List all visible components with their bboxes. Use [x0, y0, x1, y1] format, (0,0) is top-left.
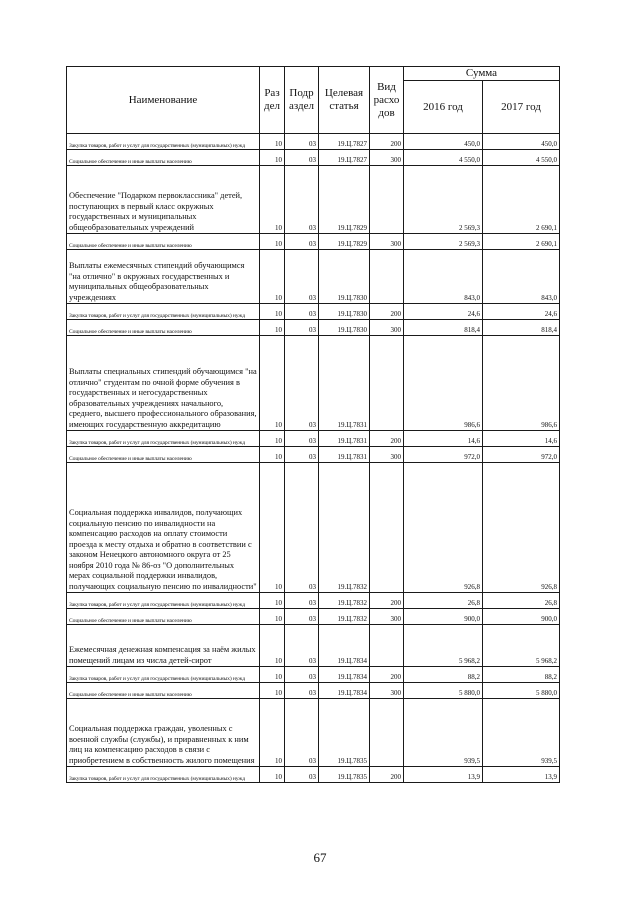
table-row	[67, 336, 560, 431]
row-type: 200	[370, 431, 404, 447]
row-amount-2017: 818,4	[483, 320, 560, 336]
table-row	[67, 667, 560, 683]
row-type: 200	[370, 667, 404, 683]
row-name: Социальная поддержка инвалидов, получающих социальную пенсию по инвалидности на компенсацию расходов на оплату стоимости проезда к месту отдыха и обратно в соответствии с законом Ненецкого автономного округа от 25 ноября 2010 года № 86-оз "О дополнительных мерах социальной поддержки инвалидов, получающих социальную пенсию по инвалидности"	[67, 463, 260, 593]
table-row	[67, 463, 560, 593]
row-target: 19.Ц.7834	[319, 683, 370, 699]
row-amount-2016: 26,8	[404, 593, 483, 609]
row-section: 10	[260, 431, 285, 447]
row-section: 10	[260, 767, 285, 783]
row-subsection: 03	[285, 463, 319, 593]
header-name: Наименование	[67, 67, 260, 134]
row-subsection: 03	[285, 134, 319, 150]
table-row	[67, 699, 560, 767]
table-row	[67, 304, 560, 320]
row-amount-2017: 900,0	[483, 609, 560, 625]
table-row	[67, 134, 560, 150]
row-name: Социальное обеспечение и иные выплаты населению	[67, 447, 260, 463]
row-name: Социальное обеспечение и иные выплаты населению	[67, 609, 260, 625]
row-subsection: 03	[285, 304, 319, 320]
row-amount-2017: 14,6	[483, 431, 560, 447]
table-row	[67, 166, 560, 234]
table-row	[67, 625, 560, 667]
row-name: Закупка товаров, работ и услуг для государственных (муниципальных) нужд	[67, 134, 260, 150]
row-target: 19.Ц.7831	[319, 336, 370, 431]
row-type: 300	[370, 683, 404, 699]
row-target: 19.Ц.7829	[319, 166, 370, 234]
row-name: Социальное обеспечение и иные выплаты населению	[67, 234, 260, 250]
row-type	[370, 336, 404, 431]
row-amount-2016: 450,0	[404, 134, 483, 150]
table-row	[67, 593, 560, 609]
row-amount-2017: 24,6	[483, 304, 560, 320]
row-section: 10	[260, 447, 285, 463]
header-subsection: Подр аздел	[285, 67, 319, 134]
row-subsection: 03	[285, 320, 319, 336]
row-name: Обеспечение "Подарком первоклассника" детей, поступающих в первый класс окружных государственных и муниципальных общеобразовательных учреждений	[67, 166, 260, 234]
row-target: 19.Ц.7832	[319, 609, 370, 625]
table-header	[67, 67, 560, 134]
row-name: Социальное обеспечение и иные выплаты населению	[67, 150, 260, 166]
row-subsection: 03	[285, 667, 319, 683]
row-type	[370, 250, 404, 304]
table-row	[67, 431, 560, 447]
row-section: 10	[260, 463, 285, 593]
row-target: 19.Ц.7835	[319, 767, 370, 783]
table-row	[67, 447, 560, 463]
row-amount-2017: 450,0	[483, 134, 560, 150]
table-body	[67, 134, 560, 783]
table-row	[67, 767, 560, 783]
table-row	[67, 320, 560, 336]
row-type: 200	[370, 304, 404, 320]
row-subsection: 03	[285, 166, 319, 234]
row-type: 300	[370, 320, 404, 336]
row-subsection: 03	[285, 234, 319, 250]
row-subsection: 03	[285, 767, 319, 783]
row-target: 19.Ц.7827	[319, 150, 370, 166]
row-name: Социальная поддержка граждан, уволенных с военной службы (службы), и приравненных к ним лиц на компенсацию расходов в связи с приобретением в собственность жилого помещения	[67, 699, 260, 767]
row-section: 10	[260, 166, 285, 234]
row-amount-2017: 4 550,0	[483, 150, 560, 166]
row-section: 10	[260, 336, 285, 431]
row-section: 10	[260, 250, 285, 304]
page-number: 67	[313, 850, 327, 865]
row-subsection: 03	[285, 447, 319, 463]
row-amount-2016: 818,4	[404, 320, 483, 336]
header-type: Вид расхо дов	[370, 67, 404, 134]
row-amount-2016: 4 550,0	[404, 150, 483, 166]
row-subsection: 03	[285, 150, 319, 166]
row-amount-2016: 13,9	[404, 767, 483, 783]
row-section: 10	[260, 134, 285, 150]
row-amount-2016: 900,0	[404, 609, 483, 625]
row-target: 19.Ц.7830	[319, 304, 370, 320]
row-amount-2017: 2 690,1	[483, 166, 560, 234]
row-amount-2016: 5 880,0	[404, 683, 483, 699]
row-subsection: 03	[285, 250, 319, 304]
row-subsection: 03	[285, 699, 319, 767]
row-name: Закупка товаров, работ и услуг для государственных (муниципальных) нужд	[67, 304, 260, 320]
row-name: Выплаты ежемесячных стипендий обучающимся "на отлично" в окружных государственных и муниципальных общеобразовательных учреждениях	[67, 250, 260, 304]
row-amount-2017: 2 690,1	[483, 234, 560, 250]
row-amount-2017: 88,2	[483, 667, 560, 683]
row-target: 19.Ц.7832	[319, 593, 370, 609]
row-amount-2016: 88,2	[404, 667, 483, 683]
row-type	[370, 699, 404, 767]
row-type: 300	[370, 609, 404, 625]
header-section: Раз дел	[260, 67, 285, 134]
header-year-2017: 2017 год	[483, 81, 560, 134]
row-amount-2016: 939,5	[404, 699, 483, 767]
row-subsection: 03	[285, 431, 319, 447]
row-amount-2016: 926,8	[404, 463, 483, 593]
row-section: 10	[260, 609, 285, 625]
row-target: 19.Ц.7827	[319, 134, 370, 150]
row-name: Закупка товаров, работ и услуг для государственных (муниципальных) нужд	[67, 667, 260, 683]
row-section: 10	[260, 625, 285, 667]
row-amount-2017: 26,8	[483, 593, 560, 609]
row-target: 19.Ц.7831	[319, 431, 370, 447]
row-section: 10	[260, 304, 285, 320]
row-subsection: 03	[285, 625, 319, 667]
row-name: Социальное обеспечение и иные выплаты населению	[67, 683, 260, 699]
row-type	[370, 463, 404, 593]
row-amount-2016: 2 569,3	[404, 234, 483, 250]
row-amount-2017: 5 968,2	[483, 625, 560, 667]
row-amount-2017: 972,0	[483, 447, 560, 463]
table-row	[67, 234, 560, 250]
row-name: Выплаты специальных стипендий обучающимся "на отлично" студентам по очной форме обучения в государственных и негосударственных образовательных учреждениях начального, среднего, высшего профессионального образования, имеющих государственную аккредитацию	[67, 336, 260, 431]
row-section: 10	[260, 320, 285, 336]
row-type	[370, 625, 404, 667]
row-type: 200	[370, 593, 404, 609]
row-target: 19.Ц.7834	[319, 625, 370, 667]
row-amount-2017: 13,9	[483, 767, 560, 783]
table-row	[67, 150, 560, 166]
row-target: 19.Ц.7831	[319, 447, 370, 463]
row-amount-2016: 972,0	[404, 447, 483, 463]
table-row	[67, 683, 560, 699]
budget-table	[66, 66, 560, 783]
row-target: 19.Ц.7830	[319, 320, 370, 336]
row-amount-2017: 926,8	[483, 463, 560, 593]
row-section: 10	[260, 667, 285, 683]
row-section: 10	[260, 683, 285, 699]
row-target: 19.Ц.7830	[319, 250, 370, 304]
header-year-2016: 2016 год	[404, 81, 483, 134]
row-name: Закупка товаров, работ и услуг для государственных (муниципальных) нужд	[67, 767, 260, 783]
row-section: 10	[260, 234, 285, 250]
row-amount-2017: 5 880,0	[483, 683, 560, 699]
row-type	[370, 166, 404, 234]
row-type: 300	[370, 150, 404, 166]
row-amount-2016: 2 569,3	[404, 166, 483, 234]
row-section: 10	[260, 699, 285, 767]
header-sum: Сумма	[404, 67, 560, 81]
row-subsection: 03	[285, 683, 319, 699]
row-target: 19.Ц.7832	[319, 463, 370, 593]
row-name: Социальное обеспечение и иные выплаты населению	[67, 320, 260, 336]
row-subsection: 03	[285, 336, 319, 431]
row-target: 19.Ц.7829	[319, 234, 370, 250]
table-row	[67, 250, 560, 304]
row-amount-2016: 24,6	[404, 304, 483, 320]
row-name: Закупка товаров, работ и услуг для государственных (муниципальных) нужд	[67, 593, 260, 609]
row-target: 19.Ц.7835	[319, 699, 370, 767]
row-name: Ежемесячная денежная компенсация за наём жилых помещений лицам из числа детей-сирот	[67, 625, 260, 667]
table-row	[67, 609, 560, 625]
row-amount-2016: 5 968,2	[404, 625, 483, 667]
row-amount-2016: 843,0	[404, 250, 483, 304]
row-name: Закупка товаров, работ и услуг для государственных (муниципальных) нужд	[67, 431, 260, 447]
row-section: 10	[260, 593, 285, 609]
row-amount-2016: 986,6	[404, 336, 483, 431]
row-amount-2017: 843,0	[483, 250, 560, 304]
row-amount-2016: 14,6	[404, 431, 483, 447]
row-target: 19.Ц.7834	[319, 667, 370, 683]
row-type: 200	[370, 134, 404, 150]
row-subsection: 03	[285, 609, 319, 625]
row-section: 10	[260, 150, 285, 166]
row-type: 300	[370, 447, 404, 463]
row-amount-2017: 986,6	[483, 336, 560, 431]
header-target: Целевая статья	[319, 67, 370, 134]
row-type: 200	[370, 767, 404, 783]
row-amount-2017: 939,5	[483, 699, 560, 767]
row-type: 300	[370, 234, 404, 250]
row-subsection: 03	[285, 593, 319, 609]
